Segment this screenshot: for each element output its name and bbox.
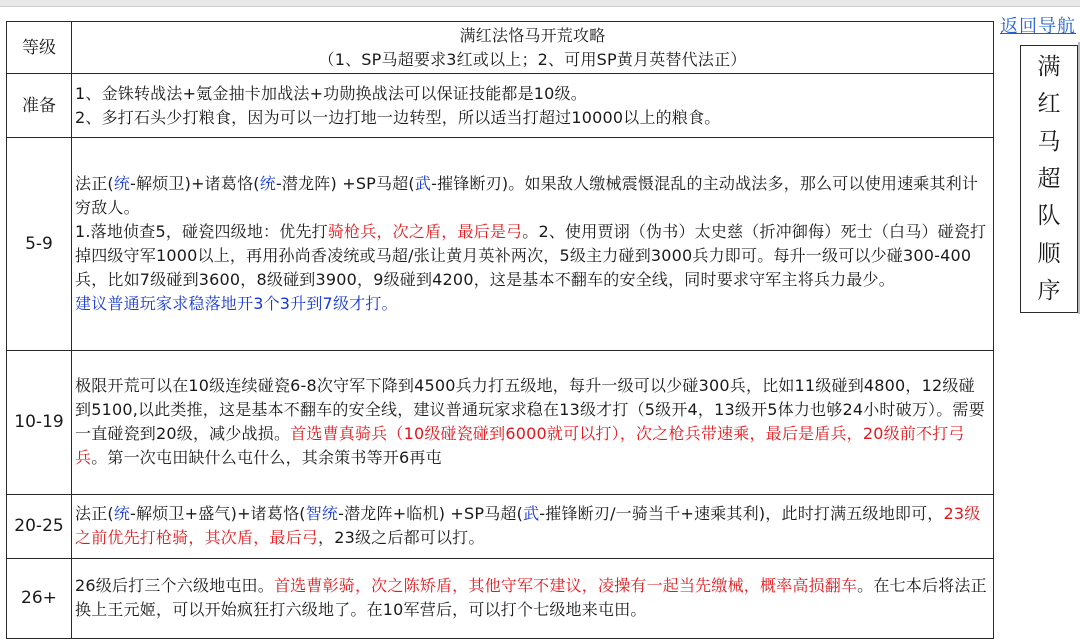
- level-cell: 26+: [7, 558, 72, 638]
- text-segment: ，23级之后都可以打。: [318, 528, 485, 548]
- table-title-cell: [72, 22, 994, 74]
- highlight-segment: 首选曹真骑兵（10级碰瓷碰到6000就可以打），次之枪兵带速乘，最后是盾兵，20级前不打弓兵: [75, 424, 965, 468]
- highlight-segment: 智统: [305, 504, 339, 524]
- back-to-nav-link[interactable]: 返回导航: [1000, 16, 1076, 37]
- table-row: [7, 74, 994, 138]
- team-order-char: 顺: [1037, 240, 1061, 267]
- team-order-char: 满: [1037, 54, 1061, 80]
- table-row: [7, 494, 994, 558]
- content-paragraph: [75, 374, 990, 470]
- content-paragraph: [75, 172, 990, 220]
- team-order-char: 序: [1037, 277, 1061, 304]
- content-line: 2、多打石头少打粮食，因为可以一边打地一边转型，所以适当打超过10000以上的粮食。: [75, 107, 721, 127]
- highlight-segment: 武: [414, 173, 432, 193]
- content-cell: [72, 350, 994, 494]
- table-header-row: [7, 22, 994, 74]
- content-cell: [72, 558, 994, 638]
- table-subtitle: （1、SP马超要求3红或以上；2、可用SP黄月英替代法正）: [318, 49, 747, 69]
- content-cell: [72, 138, 994, 350]
- team-order-char: 红: [1037, 91, 1061, 118]
- window-top-bar: [0, 0, 1080, 7]
- content-cell: [72, 74, 994, 138]
- text-segment: 1.落地侦查5，碰瓷四级地：优先打: [75, 221, 328, 241]
- text-segment: 26级后打三个六级地屯田。: [75, 576, 274, 596]
- highlight-segment: 骑枪兵，次之盾，最后是弓: [327, 221, 523, 241]
- table-row: [7, 138, 994, 350]
- level-cell: 5-9: [7, 138, 72, 350]
- highlight-segment: 武: [523, 504, 540, 524]
- team-order-box: [1020, 45, 1078, 313]
- level-cell: 准备: [7, 74, 72, 138]
- content-paragraph: [75, 574, 990, 622]
- text-segment: 。第一次屯田缺什么屯什么，其余策书等开6再屯: [91, 448, 442, 468]
- text-segment: 。2、使用贾诩（伪书）太史慈（折冲御侮）死士（白马）碰瓷打掉四级守军1000以上，再用孙尚香凌统或马超/张让黄月英补两次，5级主力碰到3000兵力即可。每升一级可以少碰300-400兵，比如7级碰到3600，8级碰到3900，9级碰到4200，这是基本不翻车的安全线，同时要求守军主将兵力最少。: [75, 221, 987, 289]
- table-title: 满红法恪马开荒攻略: [459, 25, 606, 45]
- level-cell: 10-19: [7, 350, 72, 494]
- text-segment: -潜龙阵) +SP马超(: [275, 173, 415, 193]
- highlight-segment: 统: [259, 173, 276, 193]
- content-cell: [72, 494, 994, 558]
- text-segment: -摧锋断刃/一骑当千+速乘其利)，此时打满五级地即可，: [539, 504, 944, 524]
- table-row: [7, 558, 994, 638]
- level-cell: 20-25: [7, 494, 72, 558]
- content-paragraph: [75, 220, 990, 292]
- text-segment: -解烦卫+盛气)+诸葛恪(: [130, 504, 306, 524]
- team-order-char: 队: [1037, 203, 1061, 230]
- text-segment: 极限开荒可以在10级连续碰瓷6-8次守军下降到4500兵力打五级地，每升一级可以少碰300兵，比如11级碰到4800，12级碰到5100,以此类推，这是基本不翻车的安全线，建议普通玩家求稳在13级才打（5级开4，13级开5体力也够24小时破万）。需要一直碰瓷到20级，减少战损。: [75, 376, 985, 444]
- text-segment: -潜龙阵+临机) +SP马超(: [338, 504, 524, 524]
- text-segment: 。在七本后将法正换上王元姬，可以开始疯狂打六级地了。在10军营后，可以打个七级地来屯田。: [75, 576, 987, 620]
- team-order-char: 超: [1037, 165, 1061, 192]
- highlight-segment: 统: [113, 504, 131, 524]
- content-paragraph: [75, 502, 990, 550]
- text-segment: -摧锋断刃)。如果敌人缴械震慑混乱的主动战法多，那么可以使用速乘其利计穷敌人。: [75, 173, 979, 217]
- strategy-table: [6, 21, 994, 639]
- highlight-segment: 23级之前优先打枪骑，其次盾，最后弓: [75, 504, 981, 548]
- highlight-segment: 统: [113, 173, 131, 193]
- level-header: 等级: [7, 22, 72, 74]
- team-order-char: 马: [1037, 128, 1061, 155]
- content-line: 1、金铢转战法+氪金抽卡加战法+功勋换战法可以保证技能都是10级。: [75, 83, 587, 103]
- text-segment: -解烦卫)+诸葛恪(: [130, 173, 260, 193]
- recommendation-line: 建议普通玩家求稳落地开3个3升到7级才打。: [75, 293, 398, 313]
- text-segment: 法正(: [75, 173, 114, 193]
- text-segment: 法正(: [75, 504, 114, 524]
- table-row: [7, 350, 994, 494]
- highlight-segment: 首选曹彰骑，次之陈矫盾，其他守军不建议，凌操有一起当先缴械，概率高损翻车: [273, 576, 858, 596]
